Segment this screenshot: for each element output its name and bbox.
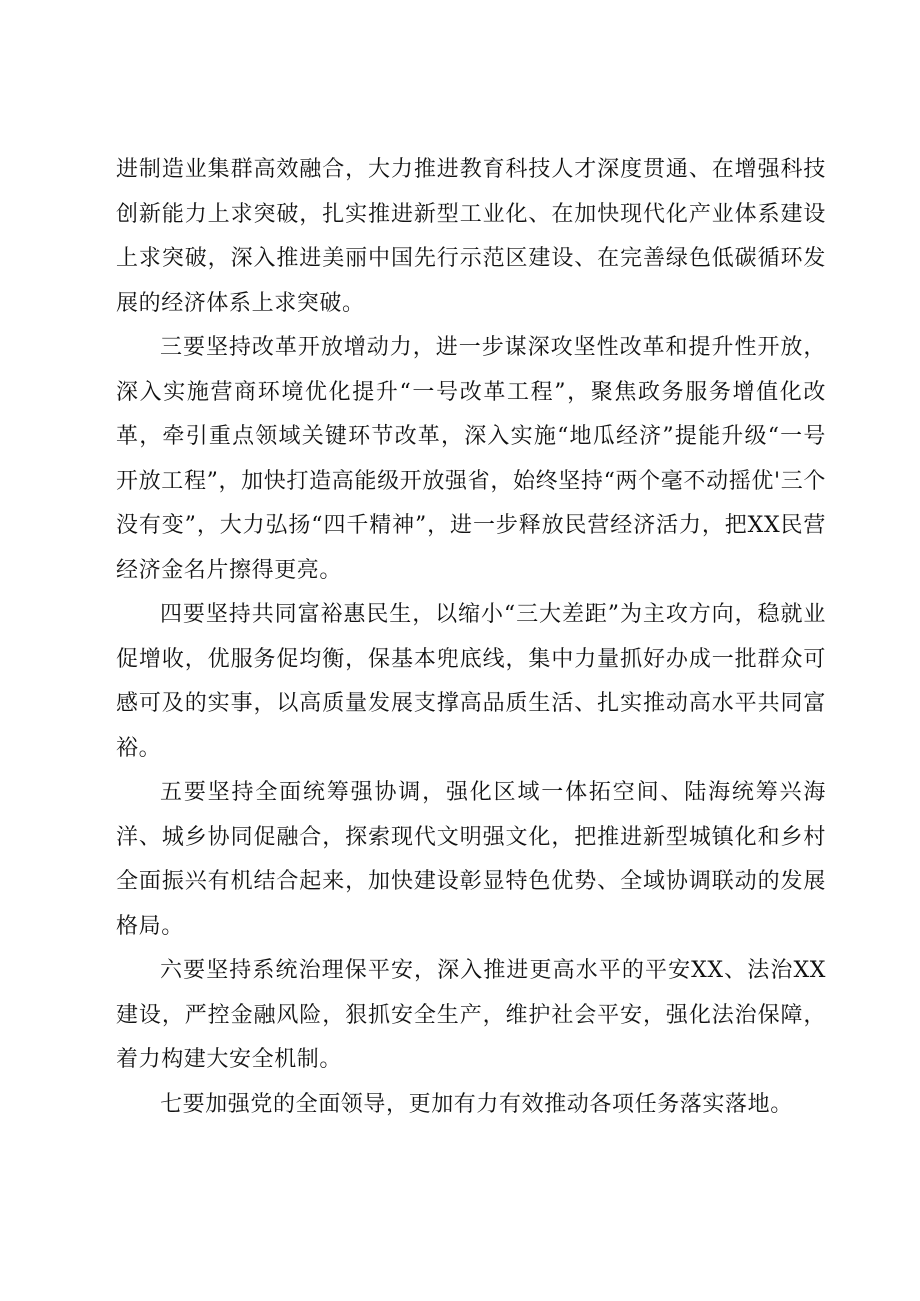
paragraph-coordination: 五要坚持全面统筹强协调，强化区域一体拓空间、陆海统筹兴海洋、城乡协同促融合，探索现代文明强文化，把推进新型城镇化和乡村全面振兴有机结合起来，加快建设彰显特色优势、全域协调联动的发展格局。 [116,780,826,939]
paragraph-reform-opening: 三要坚持改革开放增动力，进一步谋深攻坚性改革和提升性开放，深入实施营商环境优化提升“一号改革工程”，聚焦政务服务增值化改革，牵引重点领域关键环节改革，深入实施“地瓜经济”提能升级“一号开放工程”，加快打造高能级开放强省，始终坚持“两个毫不动摇优'三个没有变”，大力弘扬“四千精神”，进一步释放民营经济活力，把XX民营经济金名片擦得更亮。 [116,335,826,583]
paragraph-safety-governance: 六要坚持系统治理保平安，深入推进更高水平的平安XX、法治XX建设，严控金融风险，狠抓安全生产，维护社会平安，强化法治保障，着力构建大安全机制。 [116,958,826,1072]
paragraph-continuation: 进制造业集群高效融合，大力推进教育科技人才深度贯通、在增强科技创新能力上求突破，扎实推进新型工业化、在加快现代化产业体系建设上求突破，深入推进美丽中国先行示范区建设、在完善绿色低碳循环发展的经济体系上求突破。 [116,157,826,316]
paragraph-party-leadership: 七要加强党的全面领导，更加有力有效推动各项任务落实落地。 [160,1091,793,1117]
paragraph-common-prosperity: 四要坚持共同富裕惠民生，以缩小“三大差距”为主攻方向，稳就业促增收，优服务促均衡，保基本兜底线，集中力量抓好办成一批群众可感可及的实事，以高质量发展支撑高品质生活、扎实推动高水平共同富裕。 [116,602,826,761]
document-body [116,148,826,1127]
